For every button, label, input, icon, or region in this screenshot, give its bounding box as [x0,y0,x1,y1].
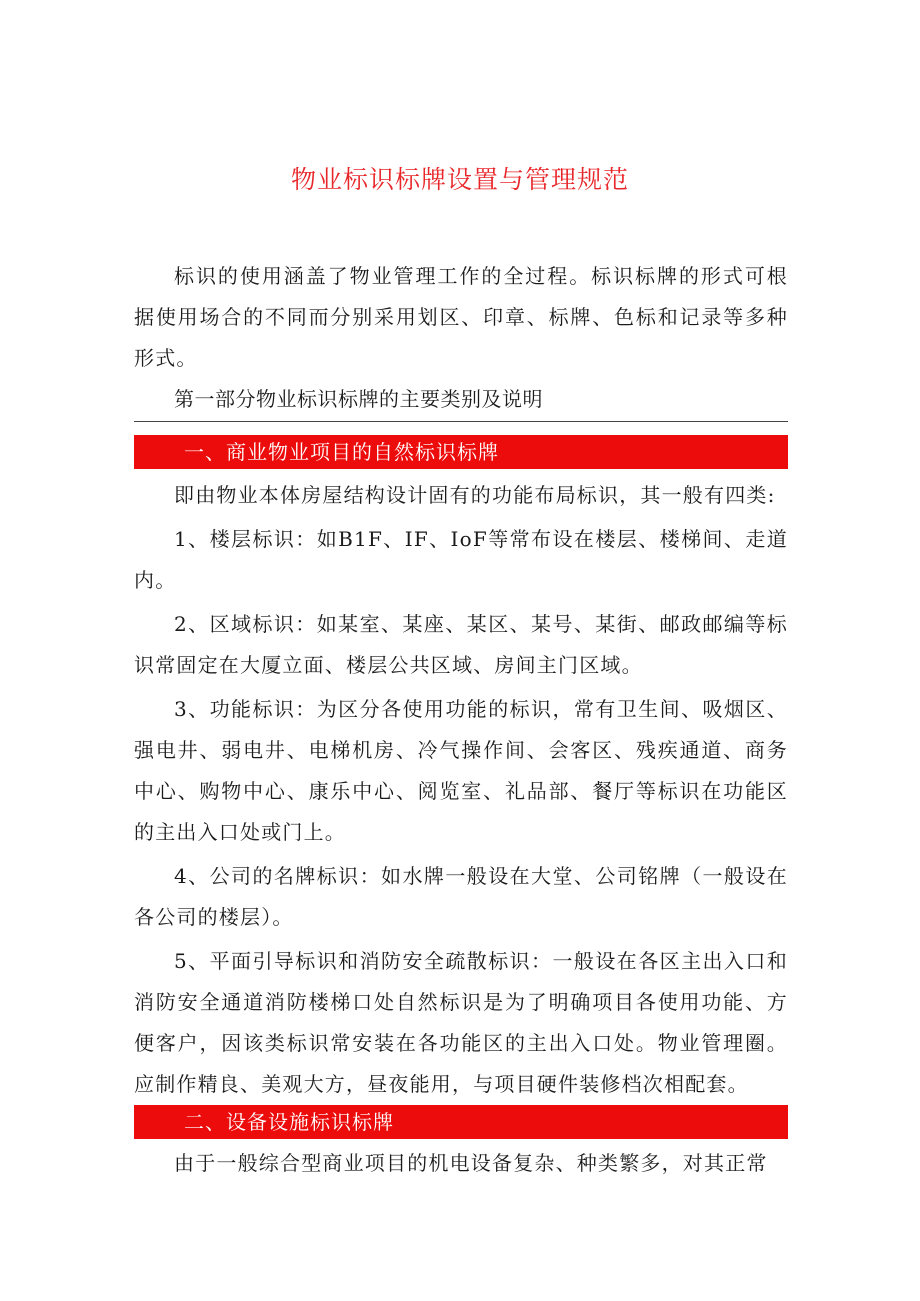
list-item-guide-and-fire-signs: 5、平面引导标识和消防安全疏散标识：一般设在各区主出入口和消防安全通道消防楼梯口处自然标识是为了明确项目各使用功能、方便客户，因该类标识常安装在各功能区的主出入口处。物业管理圈。应制作精良、美观大方，昼夜能用，与项目硬件装修档次相配套。 [134,949,788,1096]
list-item-area-signs: 2、区域标识：如某室、某座、某区、某号、某街、邮政邮编等标识常固定在大厦立面、楼层公共区域、房间主门区域。 [134,612,788,677]
document-body [134,256,788,1184]
section-one-heading: 一、商业物业项目的自然标识标牌 [134,435,788,469]
part-one-heading: 第一部分物业标识标牌的主要类别及说明 [134,379,788,422]
intro-paragraph: 标识的使用涵盖了物业管理工作的全过程。标识标牌的形式可根据使用场合的不同而分别采用划区、印章、标牌、色标和记录等多种形式。 [134,264,788,370]
section-one-lead: 即由物业本体房屋结构设计固有的功能布局标识，其一般有四类: [174,483,776,507]
section-two-heading: 二、设备设施标识标牌 [134,1105,788,1139]
section-two-lead: 由于一般综合型商业项目的机电设备复杂、种类繁多，对其正常 [174,1151,768,1175]
list-item-function-signs: 3、功能标识：为区分各使用功能的标识，常有卫生间、吸烟区、强电井、弱电井、电梯机房、冷气操作间、会客区、残疾通道、商务中心、购物中心、康乐中心、阅览室、礼品部、餐厅等标识在功能区的主出入口处或门上。 [134,697,788,844]
list-item-floor-signs: 1、楼层标识：如B1F、IF、IoF等常布设在楼层、楼梯间、走道内。 [134,527,788,592]
document-title: 物业标识标牌设置与管理规范 [290,165,629,194]
list-item-company-signs: 4、公司的名牌标识：如水牌一般设在大堂、公司铭牌（一般设在各公司的楼层）。 [134,864,788,929]
